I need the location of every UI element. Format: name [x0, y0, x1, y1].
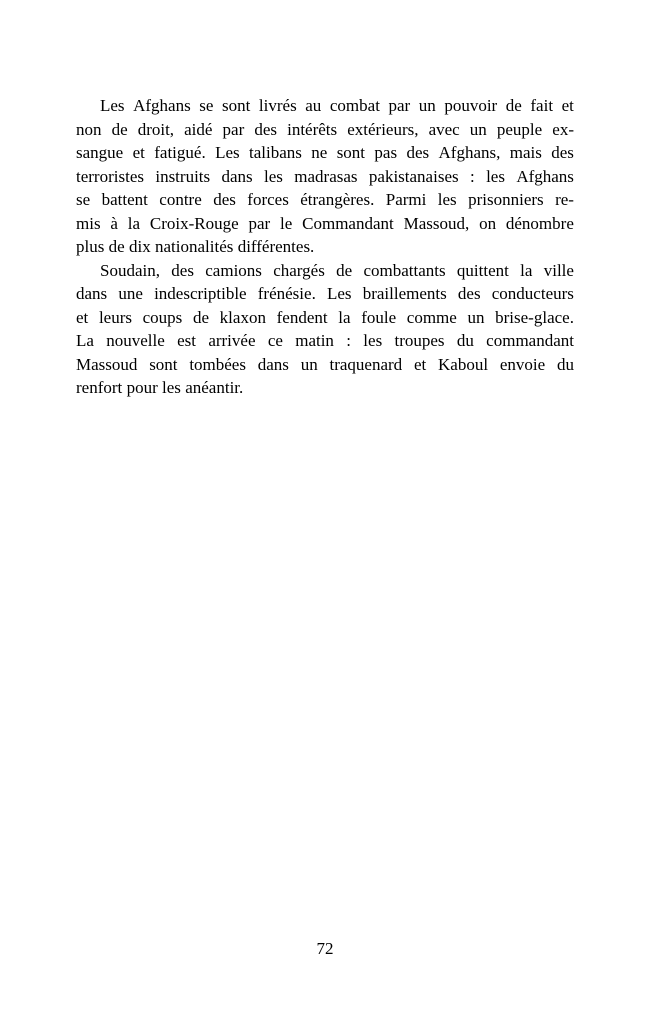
word: combat — [329, 96, 380, 115]
word: dix — [128, 237, 151, 256]
word: sangue — [76, 143, 124, 162]
word: extérieurs, — [347, 119, 419, 139]
word: différentes. — [237, 237, 315, 256]
word: battent — [101, 190, 148, 209]
word: et — [132, 143, 145, 162]
word: des — [457, 284, 481, 303]
word: des — [254, 119, 278, 139]
word: de — [336, 260, 353, 280]
word: Afghans, — [438, 143, 501, 162]
word: nouvelle — [106, 331, 165, 350]
paragraph-1-line-4 — [76, 165, 574, 189]
body-text — [76, 94, 574, 400]
word: fendent — [276, 307, 328, 327]
word: par — [388, 96, 411, 115]
word: traquenard — [329, 354, 403, 374]
word: des — [213, 190, 236, 209]
page-number: 72 — [316, 939, 334, 958]
word: à — [110, 213, 118, 233]
word: sont — [149, 354, 178, 374]
word: forces — [247, 190, 289, 209]
word: Croix-Rouge — [149, 213, 239, 233]
word: terroristes — [76, 166, 144, 186]
word: camions — [205, 260, 262, 280]
word: ne — [311, 143, 328, 162]
word: prisonniers — [468, 190, 544, 209]
paragraph-2-line-1 — [76, 259, 574, 283]
word: coups — [142, 307, 183, 327]
word: par — [222, 119, 245, 139]
word: les — [486, 166, 505, 186]
word: des — [171, 260, 194, 280]
word: par — [248, 213, 271, 233]
word: étrangères. — [300, 190, 375, 209]
word: envoie — [499, 354, 546, 374]
word: Les — [327, 284, 352, 303]
word: fait — [530, 96, 554, 115]
word: et — [413, 354, 427, 374]
word: un — [469, 119, 487, 139]
word: une — [118, 284, 143, 303]
word: plus — [76, 237, 105, 256]
word: la — [127, 213, 141, 233]
paragraph-1-line-5 — [76, 188, 574, 212]
word: anéantir. — [185, 378, 244, 397]
word: le — [280, 213, 293, 233]
word: aidé — [184, 119, 213, 139]
word: les — [162, 378, 181, 397]
word: non — [76, 119, 102, 139]
paragraph-1-line-6 — [76, 212, 574, 236]
word: mis — [76, 213, 101, 233]
word: arrivée — [208, 331, 256, 350]
paragraph-1-line-3 — [76, 141, 574, 165]
word: des — [551, 143, 574, 162]
word: : — [469, 166, 475, 186]
word: peuple — [496, 119, 543, 139]
word: et — [561, 96, 574, 115]
word: ex- — [552, 119, 574, 139]
word: du — [456, 331, 474, 350]
word: Parmi — [385, 190, 427, 209]
word: se — [199, 96, 214, 115]
paragraph-2-line-2 — [76, 282, 574, 306]
word: troupes — [394, 331, 445, 350]
word: pouvoir — [444, 96, 498, 115]
word: dans — [76, 284, 108, 303]
word: brise-glace. — [495, 307, 574, 327]
word: Massoud, — [403, 213, 470, 233]
word: et — [76, 307, 89, 327]
word: Commandant — [302, 213, 394, 233]
word: Afghans — [133, 96, 191, 115]
word: contre — [159, 190, 202, 209]
paragraph-1-line-2 — [76, 118, 574, 142]
word: de — [111, 119, 128, 139]
word: droit, — [137, 119, 175, 139]
word: frénésie. — [257, 284, 316, 303]
word: Les — [100, 96, 125, 115]
word: Afghans — [516, 166, 574, 186]
word: un — [418, 96, 436, 115]
paragraph-1-line-1 — [76, 94, 574, 118]
word: chargés — [273, 260, 325, 280]
word: au — [305, 96, 322, 115]
word: est — [177, 331, 196, 350]
word: du — [556, 354, 574, 374]
word: sont — [222, 96, 251, 115]
word: Les — [215, 143, 240, 162]
word: se — [76, 190, 91, 209]
word: foule — [361, 307, 397, 327]
word: indescriptible — [154, 284, 247, 303]
word: on — [479, 213, 497, 233]
word: re- — [555, 190, 574, 209]
word: intérêts — [287, 119, 338, 139]
word: nationalités — [155, 237, 234, 256]
word: de — [505, 96, 522, 115]
word: Massoud — [76, 354, 138, 374]
word: de — [108, 237, 125, 256]
word: klaxon — [219, 307, 266, 327]
word: conducteurs — [491, 284, 574, 303]
word: quittent — [456, 260, 509, 280]
word: combattants — [363, 260, 446, 280]
word: de — [192, 307, 210, 327]
word: commandant — [486, 331, 574, 350]
word: renfort — [76, 378, 123, 397]
word: ville — [543, 260, 574, 280]
word: fatigué. — [154, 143, 206, 162]
word: Soudain, — [100, 260, 160, 280]
word: mais — [509, 143, 542, 162]
word: des — [406, 143, 430, 162]
word: la — [520, 260, 533, 280]
word: dans — [257, 354, 289, 374]
word: : — [346, 331, 351, 350]
word: un — [467, 307, 485, 327]
word: un — [300, 354, 318, 374]
word: les — [437, 190, 457, 209]
word: La — [76, 331, 94, 350]
paragraph-2-line-3 — [76, 306, 574, 330]
word: pas — [374, 143, 398, 162]
word: les — [264, 166, 283, 186]
word: madrasas — [294, 166, 358, 186]
word: Kaboul — [438, 354, 489, 374]
word: la — [338, 307, 351, 327]
word: leurs — [98, 307, 132, 327]
paragraph-1-line-7 — [76, 235, 574, 259]
word: matin — [295, 331, 334, 350]
word: pakistanaises — [368, 166, 459, 186]
paragraph-2-line-6 — [76, 376, 574, 400]
word: ce — [267, 331, 283, 350]
word: talibans — [249, 143, 302, 162]
word: dans — [221, 166, 253, 186]
word: dénombre — [505, 213, 574, 233]
word: avec — [428, 119, 460, 139]
word: les — [363, 331, 383, 350]
paragraph-2-line-5 — [76, 353, 574, 377]
paragraph-2-line-4 — [76, 329, 574, 353]
word: livrés — [258, 96, 297, 115]
word: sont — [336, 143, 366, 162]
word: tombées — [189, 354, 246, 374]
word: comme — [406, 307, 457, 327]
word: instruits — [155, 166, 211, 186]
word: pour — [126, 378, 158, 397]
word: braillements — [362, 284, 447, 303]
